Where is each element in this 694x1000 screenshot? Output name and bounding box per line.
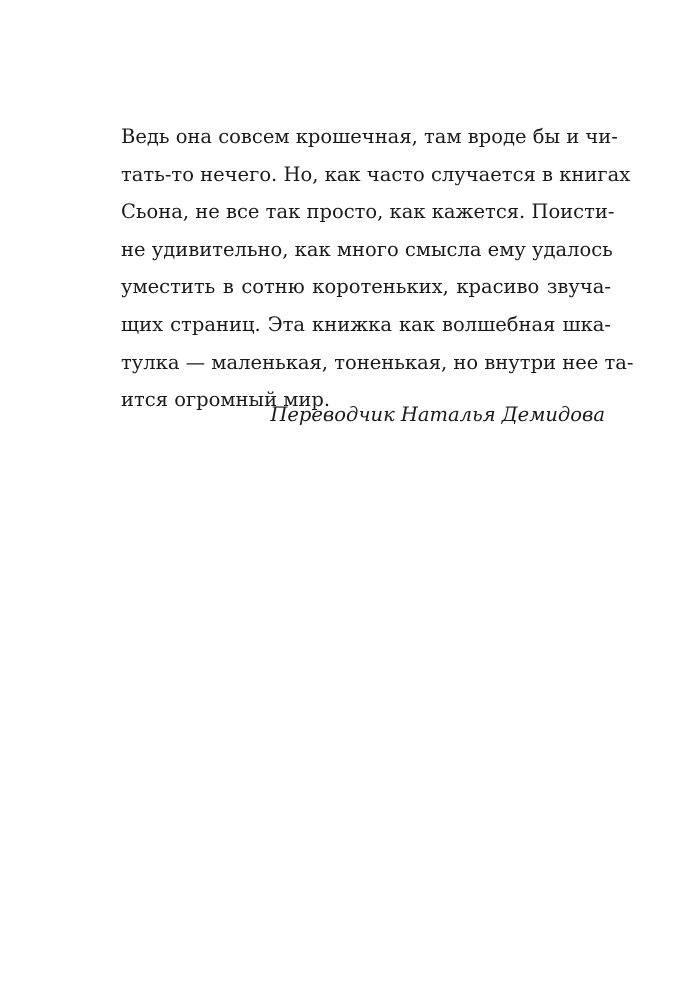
translator-signature: Переводчик Наталья Демидова bbox=[270, 403, 605, 426]
paragraph-line-4: не удивительно, как много смысла ему удалось bbox=[121, 237, 613, 261]
paragraph-line-5: уместить в сотню коротеньких, красиво звуча- bbox=[121, 275, 611, 299]
paragraph-line-3: Сьона, не все так просто, как кажется. Поисти- bbox=[121, 200, 615, 224]
paragraph-line-6: щих страниц. Эта книжка как волшебная шка- bbox=[121, 312, 611, 336]
paragraph-line-2: тать-то нечего. Но, как часто случается в книгах bbox=[121, 162, 631, 186]
body-paragraph bbox=[121, 118, 634, 419]
paragraph-line-8: ится огромный мир. bbox=[121, 388, 331, 412]
paragraph-line-7: тулка — маленькая, тоненькая, но внутри нее та- bbox=[121, 350, 634, 374]
paragraph-line-1: Ведь она совсем крошечная, там вроде бы и чи- bbox=[121, 125, 618, 148]
